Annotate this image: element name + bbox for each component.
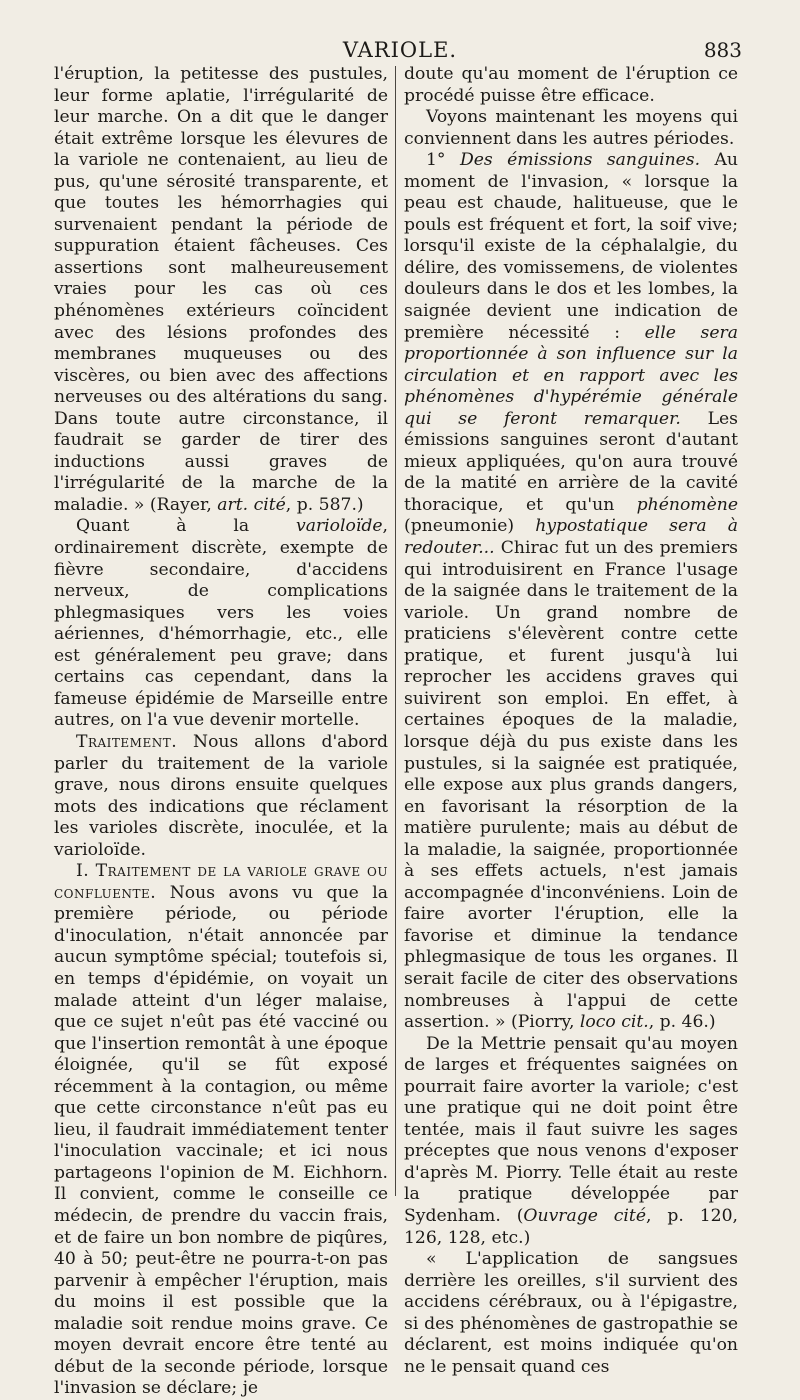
- paragraph-continuation: doute qu'au moment de l'éruption ce procédé puisse être efficace.: [404, 64, 738, 106]
- running-title: VARIOLE.: [342, 38, 458, 62]
- paragraph-variole-grave: I. Traitement de la variole grave ou confluente. Nous avons vu que la première période, ou période d'inoculation, n'était annoncée par aucun symptôme spécial; toutefois si, en temps d'épidémie, on voyait un malade atteint d'un léger malaise, que ce sujet n'eût pas été vacciné ou que l'insertion remontât à une époque éloignée, qu'il se fût exposé récemment à la contagion, ou même que cette circonstance n'eût pas eu lieu, il faudrait immédiatement tenter l'inoculation vaccinale; et ici nous partageons l'opinion de M. Eichhorn. Il convient, comme le conseille ce médecin, de prendre du vaccin frais, et de faire un bon nombre de piqûres, 40 à 50; peut-être ne pourra-t-on pas parvenir à empêcher l'éruption, mais du moins il est possible que la maladie soit rendue moins grave. Ce moyen devrait encore être tenté au début de la seconde période, lorsque l'invasion se déclare; je: [54, 861, 388, 1399]
- subheading-emissions-sanguines: Des émissions sanguines.: [459, 150, 701, 171]
- paragraph-continuation: l'éruption, la petitesse des pustules, leur forme aplatie, l'irrégularité de leur marche. On a dit que le danger était extrême lorsque les élevures de la variole ne contenaient, au lieu de pus, qu'une sérosité transparente, et que toutes les hémorrhagies qui survenaient pendant la période de suppuration étaient fâcheuses. Ces assertions sont malheureusement vraies pour les cas où ces phénomènes extérieurs coïncident avec des lésions profondes des membranes muqueuses ou des viscères, ou bien avec des affections nerveuses ou des altérations du sang. Dans toute autre circonstance, il faudrait se garder de tirer des inductions aussi graves de l'irrégularité de la marche de la maladie. » (Rayer, art. cité, p. 587.): [54, 64, 388, 515]
- section-heading-traitement: Traitement.: [76, 731, 178, 752]
- page-number: 883: [703, 38, 742, 62]
- section-heading-variole-grave: I. Traitement de la variole grave ou confluente.: [54, 861, 388, 903]
- column-divider: [395, 66, 396, 1196]
- paragraph-de-la-mettrie: De la Mettrie pensait qu'au moyen de larges et fréquentes saignées on pourrait faire avorter la variole; c'est une pratique qui ne doit point être tentée, mais il faut suivre les sages préceptes que nous venons d'exposer d'après M. Piorry. Telle était au reste la pratique développée par Sydenham. (Ouvrage cité, p. 120, 126, 128, etc.): [404, 1033, 738, 1248]
- paragraph-traitement: Traitement. Nous allons d'abord parler du traitement de la variole grave, nous dirons ensuite quelques mots des indications que réclament les varioles discrète, inoculée, et la varioloïde.: [54, 731, 388, 860]
- paragraph-varioloide: Quant à la varioloïde, ordinairement discrète, exempte de fièvre secondaire, d'accidens nerveux, de complications phlegmasiques vers les voies aériennes, d'hémorrhagie, etc., elle est généralement peu grave; dans certains cas cependant, dans la fameuse épidémie de Marseille entre autres, on l'a vue devenir mortelle.: [54, 516, 388, 731]
- left-column: [54, 64, 388, 1400]
- paragraph-autres-periodes: Voyons maintenant les moyens qui conviennent dans les autres périodes.: [404, 107, 738, 149]
- citation: art. cité: [217, 494, 286, 515]
- citation: Ouvrage cité: [523, 1205, 647, 1226]
- paragraph-sangsues: « L'application de sangsues derrière les oreilles, s'il survient des accidens cérébraux, ou à l'épigastre, si des phénomènes de gastropathie se déclarent, est moins indiquée qu'on ne le pensait quand ces: [404, 1249, 738, 1377]
- right-column: [404, 64, 738, 1378]
- term-varioloide: varioloïde: [295, 516, 383, 537]
- paragraph-emissions-sanguines: 1° Des émissions sanguines. Au moment de l'invasion, « lorsque la peau est chaude, halitueuse, que le pouls est fréquent et fort, la soif vive; lorsqu'il existe de la céphalalgie, du délire, des vomissemens, de violentes douleurs dans le dos et les lombes, la saignée devient une indication de première nécessité : elle sera proportionnée à son influence sur la circulation et en rapport avec les phénomènes d'hypérémie générale qui se feront remarquer. Les émissions sanguines seront d'autant mieux appliquées, qu'on aura trouvé de la matité en arrière de la cavité thoracique, et qu'un phénomène (pneumonie) hypostatique sera à redouter... Chirac fut un des premiers qui introduisirent en France l'usage de la saignée dans le traitement de la variole. Un grand nombre de praticiens s'élevèrent contre cette pratique, et furent jusqu'à lui reprocher les accidens graves qui suivirent son emploi. En effet, à certaines époques de la maladie, lorsque déjà du pus existe dans les pustules, si la saignée est pratiquée, elle expose aux plus grands dangers, en favorisant la résorption de la matière purulente; mais au début de la maladie, la saignée, proportionnée à ses effets actuels, n'est jamais accompagnée d'inconvéniens. Loin de faire avorter l'éruption, elle la favorise et diminue la tendance phlegmasique de tous les organes. Il serait facile de citer des observations nombreuses à l'appui de cette assertion. » (Piorry, loco cit., p. 46.): [404, 150, 739, 1033]
- citation: loco cit.: [579, 1012, 649, 1033]
